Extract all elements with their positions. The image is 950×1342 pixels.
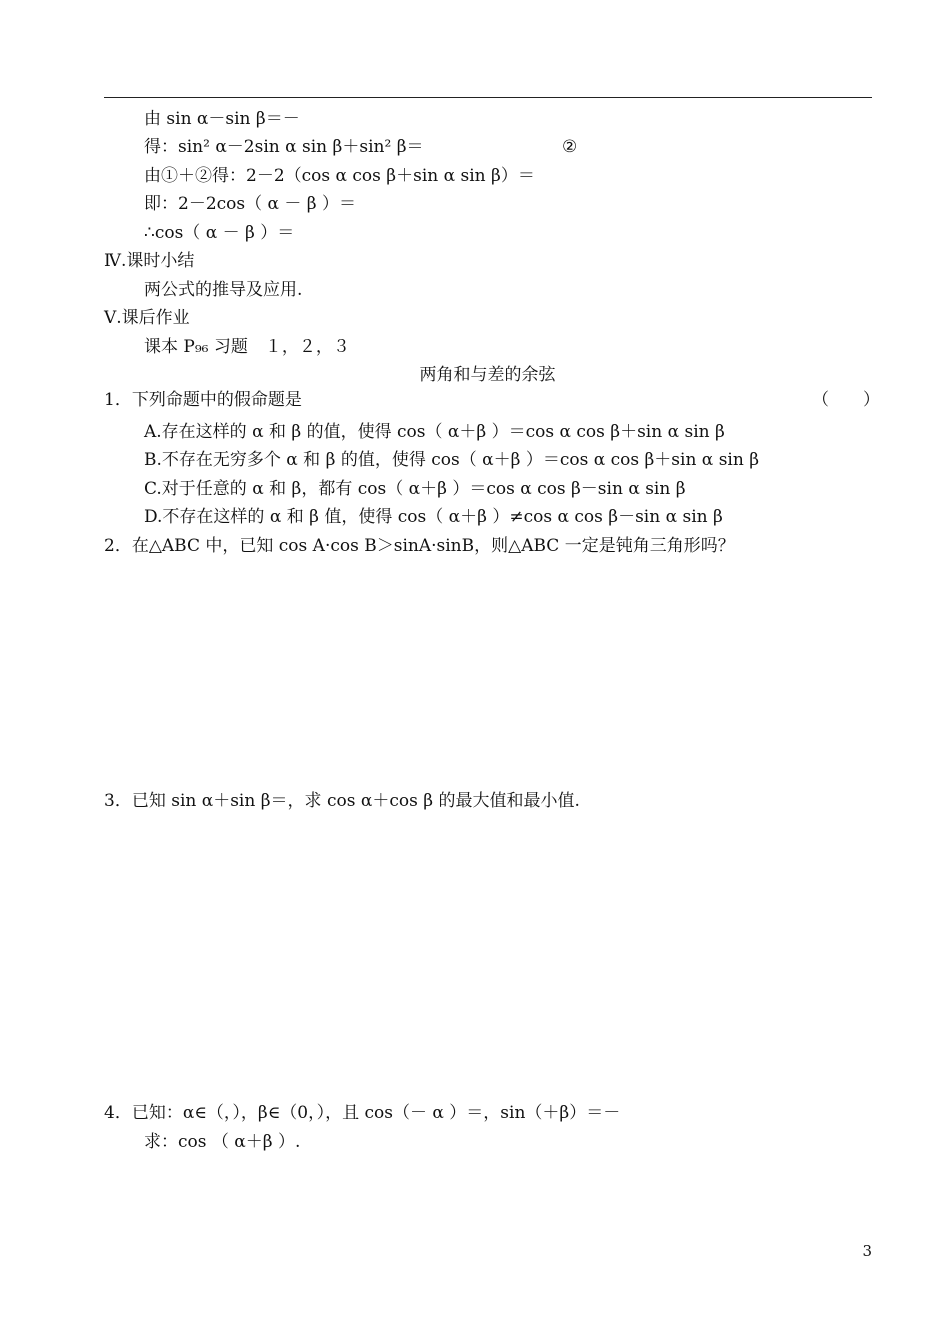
question-2: 2．在△ABC 中，已知 cos A·cos B＞sinA·sinB，则△ABC 一定是钝角三角形吗？ bbox=[104, 536, 735, 556]
worksheet-title: 两角和与差的余弦 bbox=[419, 365, 556, 385]
derivation-line-1: 由 sin α－sin β＝－ bbox=[144, 109, 300, 129]
question-1-option-c: C.对于任意的 α 和 β，都有 cos（ α＋β ）＝cos α cos β－sin α sin β bbox=[144, 479, 686, 499]
equation-marker-2: ② bbox=[562, 137, 578, 157]
question-3: 3．已知 sin α＋sin β＝，求 cos α＋cos β 的最大值和最小值. bbox=[104, 791, 580, 811]
derivation-line-3: 由①＋②得：2－2（cos α cos β＋sin α sin β）＝ bbox=[144, 166, 535, 186]
question-4-line-2: 求：cos （ α＋β ）. bbox=[144, 1132, 301, 1152]
answer-parentheses: （ ） bbox=[812, 390, 880, 410]
derivation-line-4: 即：2－2cos（ α － β ）＝ bbox=[144, 194, 357, 214]
question-4-line-1: 4．已知：α∈（，），β∈（0，），且 cos（－ α ）＝，sin（＋β）＝－ bbox=[104, 1103, 621, 1123]
derivation-line-5: ∴cos（ α － β ）＝ bbox=[144, 223, 295, 243]
section-heading-homework: Ⅴ.课后作业 bbox=[104, 308, 190, 328]
question-1-stem: 1．下列命题中的假命题是 bbox=[104, 390, 302, 410]
section-heading-summary: Ⅳ.课时小结 bbox=[104, 251, 195, 271]
question-1-option-a: A.存在这样的 α 和 β 的值，使得 cos（ α＋β ）＝cos α cos β＋sin α sin β bbox=[144, 422, 725, 442]
header-rule bbox=[104, 97, 872, 98]
question-1-option-b: B.不存在无穷多个 α 和 β 的值，使得 cos（ α＋β ）＝cos α cos β＋sin α sin β bbox=[144, 450, 760, 470]
summary-text: 两公式的推导及应用. bbox=[144, 280, 303, 300]
page-number: 3 bbox=[862, 1242, 872, 1260]
homework-text: 课本 P₉₆ 习题 １，２，３ bbox=[144, 337, 350, 357]
derivation-line-2: 得：sin² α－2sin α sin β＋sin² β＝ bbox=[144, 137, 424, 157]
question-1-option-d: D.不存在这样的 α 和 β 值，使得 cos（ α＋β ）≠cos α cos β－sin α sin β bbox=[144, 507, 723, 527]
